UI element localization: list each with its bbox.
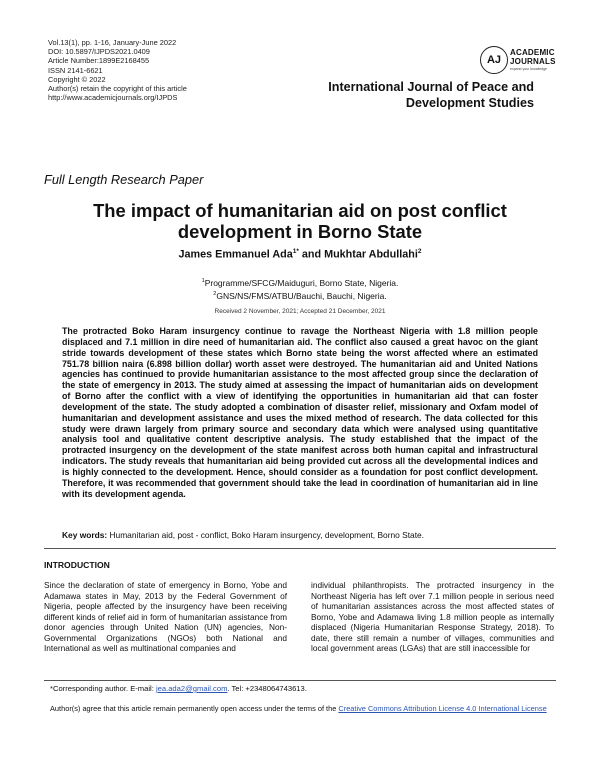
affiliation-text: Programme/SFCG/Maiduguri, Borno State, Nigeria. — [204, 277, 399, 288]
affiliation-number: 2 — [213, 290, 217, 297]
license-link[interactable]: Creative Commons Attribution License 4.0 International License — [338, 704, 547, 713]
keywords-text: Humanitarian aid, post - conflict, Boko Haram insurgency, development, Borno State. — [107, 530, 425, 540]
logo-wordmark — [510, 48, 556, 66]
article-type: Full Length Research Paper — [44, 172, 204, 187]
logo-line1: ACADEMIC — [510, 48, 555, 57]
footnote-suffix: . Tel: +2348064743613. — [227, 684, 307, 693]
license-text: Author(s) agree that this article remain permanently open access under the terms of the — [50, 704, 339, 713]
academic-journals-logo — [480, 46, 600, 76]
divider — [44, 548, 556, 549]
copyright: Copyright © 2022 — [48, 74, 106, 84]
logo-mark: AJ — [480, 46, 508, 74]
affiliation-line — [40, 276, 560, 289]
author-joiner: and — [298, 248, 325, 261]
author-name: Mukhtar Abdullahi — [324, 248, 418, 261]
author-affiliation-mark: 2 — [417, 248, 422, 255]
volume-info: Vol.13(1), pp. 1-16, January-June 2022 — [48, 38, 177, 47]
received-accepted-dates: Received 2 November, 2021; Accepted 21 December, 2021 — [214, 308, 386, 315]
logo-line2: JOURNALS — [510, 57, 556, 66]
doi: DOI: 10.5897/IJPDS2021.0409 — [48, 47, 150, 57]
footnote-divider — [44, 680, 556, 681]
issn: ISSN 2141-6621 — [48, 65, 103, 75]
logo-tagline: expand your knowledge — [510, 67, 547, 71]
abstract: The protracted Boko Haram insurgency continue to ravage the Northeast Nigeria with 1.8 million people displaced and 7.1 million in dire need of humanitarian aid. The conflict also caused a great havoc on the giant stride towards development of these states which Borno state being the worst affected where an estimated 751.78 billion naira (6.898 billion dollar) worth asset were destroyed. The humanitarian aid and United Nations agencies has continued to provide humanitarian assistance to the most affected group since the declaration of the state of emergency in 2013. The study aimed at assessing the impact of humanitarian aids on development of Borno after the conflict with a view of identifying the opportunities in humanitarian aid that can foster development of the state. The study adopted a combination of disaster relief, missionary and Oxfam model of humanitarian and development assistance and uses the mixed method of research. The data collected for this study were drawn largely from primary source and secondary data which were analysed using quantitative analysis tool and qualitative content descriptive analysis. The study established that the impact of the protracted insurgency on the development of the state manifest across both human capital and infrastructural indicators. The study reveals that humanitarian aid being provided cut across all the developmental indices and is highly connected to the development. Hence, should consider as a foundation for post conflict development. Therefore, it was recommended that government should take the lead in coordination of humanitarian aid in line with its development agenda. — [62, 326, 538, 499]
keywords — [62, 530, 538, 540]
license-statement — [50, 704, 556, 714]
journal-title: International Journal of Peace and Development Studies — [328, 80, 534, 110]
section-heading: INTRODUCTION — [44, 560, 110, 570]
journal-url[interactable]: http://www.academicjournals.org/IJPDS — [48, 93, 178, 103]
rights-statement: Author(s) retain the copyright of this article — [48, 84, 187, 94]
affiliations — [40, 276, 560, 302]
article-meta — [48, 38, 187, 102]
affiliation-line — [40, 289, 560, 302]
corresponding-author-note — [50, 684, 307, 693]
affiliation-number: 1 — [201, 278, 205, 284]
affiliation-text: GNS/NS/FMS/ATBU/Bauchi, Bauchi, Nigeria. — [216, 290, 387, 301]
keywords-label: Key words: — [62, 530, 108, 540]
article-number: Article Number:1899E2168455 — [48, 56, 150, 66]
intro-column-left: Since the declaration of state of emergency in Borno, Yobe and Adamawa states in May, 2013 by the Federal Government of Nigeria, people affected by the insurgency have been receiving different kinds of relief aid in form of humanitarian assistance from donor agencies through United Nation (UN) agencies, Non-Governmental Organizations (NGOs) both National and International as well as multinational companies and — [44, 580, 287, 653]
author-name: James Emmanuel Ada — [178, 248, 293, 261]
intro-column-right: individual philanthropists. The protracted insurgency in the Northeast Nigeria has left over 7.1 million people in serious need of humanitarian assistances across the most affected states of Borno, Yobe and Adamawa living 1.8 million people as internally displaced (Nigeria Humanitarian Response Strategy, 2018). To date, there still remain a number of villages, communities and local government areas (LGAs) that are still inaccessible for — [311, 580, 554, 653]
author-email-link[interactable]: jea.ada2@gmail.com — [155, 684, 228, 693]
paper-title: The impact of humanitarian aid on post conflict development in Borno State — [93, 200, 507, 242]
author-list — [40, 248, 560, 261]
author-affiliation-mark: 1* — [292, 248, 299, 255]
footnote-prefix: *Corresponding author. E-mail: — [50, 684, 156, 693]
